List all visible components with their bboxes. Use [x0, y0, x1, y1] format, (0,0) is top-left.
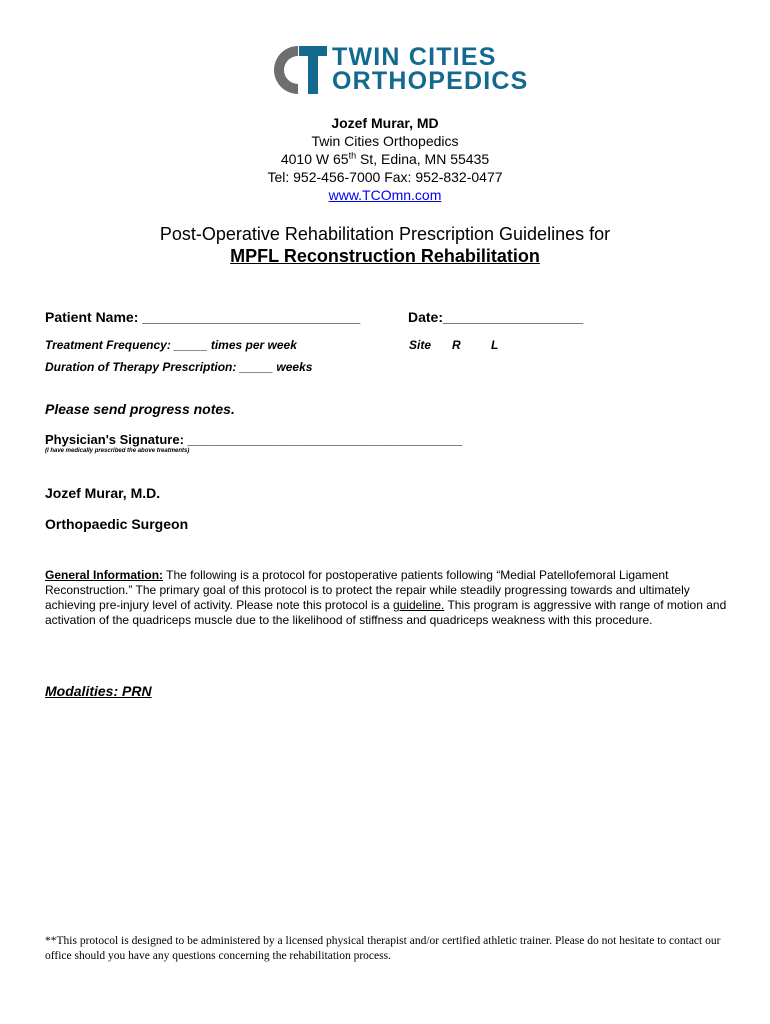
- logo-c-shape: [274, 46, 298, 94]
- address-street: 4010 W 65: [280, 151, 349, 167]
- document-title: Post-Operative Rehabilitation Prescription Guidelines for: [159, 224, 611, 244]
- surgeon-name: Jozef Murar, M.D.: [45, 485, 161, 501]
- logo-line-2: ORTHOPEDICS: [332, 67, 529, 95]
- surgeon-title: Orthopaedic Surgeon: [45, 516, 189, 532]
- website-row: [0, 187, 770, 205]
- treatment-frequency-field[interactable]: Treatment Frequency: _____ times per week: [45, 338, 297, 352]
- logo-wordmark: [332, 45, 529, 93]
- website-link[interactable]: www.TCOmn.com: [328, 187, 442, 203]
- general-information-paragraph: [45, 568, 730, 628]
- date-field[interactable]: Date:__________________: [408, 309, 584, 325]
- site-label: Site: [409, 338, 432, 352]
- document-subtitle: MPFL Reconstruction Rehabilitation: [230, 246, 540, 266]
- address: [0, 151, 770, 167]
- progress-notes-request: Please send progress notes.: [45, 401, 235, 417]
- general-information-text-1: The following is a protocol for postoperative patients following “Medial Patellofemoral Ligament Reconstruction.” The primary goal of this protocol is to protect the repair while steadily progressing towards and ultimately achieving pre-injury level of activity. Please note this protocol is a: [45, 568, 690, 612]
- protocol-footnote: **This protocol is designed to be administered by a licensed physical therapist and/or certified athletic trainer. Please do not hesitate to contact our office should you have any questions concerning the rehabilitation process.: [45, 935, 721, 962]
- logo-t-stem: [308, 56, 318, 94]
- therapy-duration-field[interactable]: Duration of Therapy Prescription: _____ weeks: [45, 360, 313, 374]
- logo-line-1: TWIN CITIES: [332, 43, 497, 71]
- site-right-option[interactable]: R: [452, 338, 461, 352]
- address-superscript: th: [348, 150, 357, 161]
- signature-note: (I have medically prescribed the above treatments): [45, 448, 190, 454]
- patient-name-field[interactable]: Patient Name: ____________________________: [45, 309, 361, 325]
- address-city: St, Edina, MN 55435: [356, 151, 490, 167]
- phone-fax: Tel: 952-456-7000 Fax: 952-832-0477: [267, 169, 503, 185]
- doctor-name-heading: Jozef Murar, MD: [331, 115, 439, 131]
- logo-t-bar: [299, 46, 327, 56]
- general-information-label: General Information:: [45, 568, 164, 582]
- physician-signature-field[interactable]: Physician's Signature: ______________________________________: [45, 432, 463, 447]
- modalities-heading: Modalities: PRN: [45, 683, 152, 699]
- general-information-text-2: This program is aggressive with range of motion and activation of the quadriceps muscle due to the likelihood of stiffness and quadriceps weakness with this procedure.: [45, 598, 727, 627]
- site-left-option[interactable]: L: [491, 338, 499, 352]
- organization-name: Twin Cities Orthopedics: [311, 133, 459, 149]
- guideline-word: guideline.: [392, 598, 445, 612]
